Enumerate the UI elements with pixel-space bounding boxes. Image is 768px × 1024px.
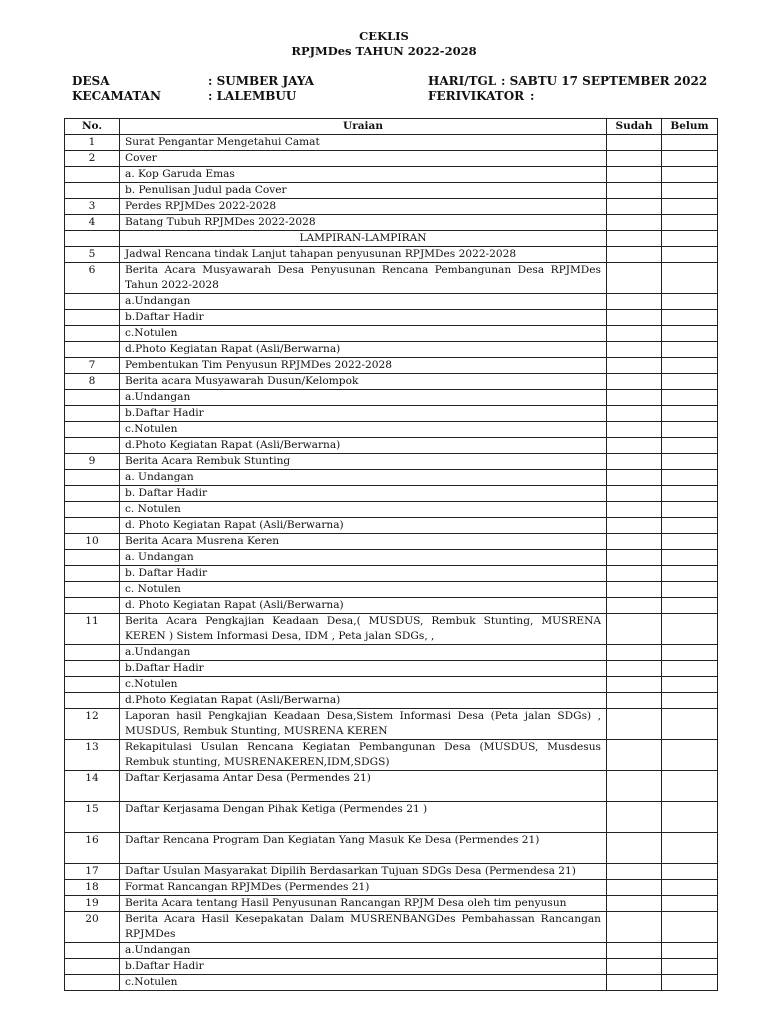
- belum-checkbox-cell[interactable]: [662, 390, 718, 406]
- table-row: [65, 263, 718, 294]
- belum-checkbox-cell[interactable]: [662, 943, 718, 959]
- belum-checkbox-cell[interactable]: [662, 406, 718, 422]
- sudah-checkbox-cell[interactable]: [607, 183, 662, 199]
- row-uraian: a.Undangan: [120, 294, 607, 310]
- table-row: [65, 199, 718, 215]
- document-subtitle: RPJMDes TAHUN 2022-2028: [291, 44, 477, 58]
- table-row: [65, 740, 718, 771]
- column-header-sudah: Sudah: [607, 119, 662, 135]
- belum-checkbox-cell[interactable]: [662, 614, 718, 645]
- table-row: [65, 438, 718, 454]
- belum-checkbox-cell[interactable]: [662, 342, 718, 358]
- belum-checkbox-cell[interactable]: [662, 310, 718, 326]
- sudah-checkbox-cell[interactable]: [607, 566, 662, 582]
- belum-checkbox-cell[interactable]: [662, 326, 718, 342]
- sudah-checkbox-cell[interactable]: [607, 374, 662, 390]
- verifikator-label: FERIVIKATOR: [428, 89, 525, 103]
- table-row: [65, 310, 718, 326]
- row-number: 18: [65, 880, 120, 896]
- row-uraian: Daftar Rencana Program Dan Kegiatan Yang Masuk Ke Desa (Permendes 21): [120, 833, 607, 864]
- belum-checkbox-cell[interactable]: [662, 896, 718, 912]
- table-row: [65, 896, 718, 912]
- column-header-belum: Belum: [662, 119, 718, 135]
- table-row: [65, 534, 718, 550]
- belum-checkbox-cell[interactable]: [662, 263, 718, 294]
- sudah-checkbox-cell[interactable]: [607, 263, 662, 294]
- checklist-table: [64, 118, 718, 991]
- row-uraian: Berita acara Musyawarah Dusun/Kelompok: [120, 374, 607, 390]
- sudah-checkbox-cell[interactable]: [607, 912, 662, 943]
- sudah-checkbox-cell[interactable]: [607, 470, 662, 486]
- sudah-checkbox-cell[interactable]: [607, 438, 662, 454]
- row-uraian: a.Undangan: [120, 645, 607, 661]
- row-number: [65, 167, 120, 183]
- row-uraian: Jadwal Rencana tindak Lanjut tahapan penyusunan RPJMDes 2022-2028: [120, 247, 607, 263]
- table-row: [65, 645, 718, 661]
- sudah-checkbox-cell[interactable]: [607, 422, 662, 438]
- row-uraian: a.Undangan: [120, 943, 607, 959]
- row-number: [65, 975, 120, 991]
- belum-checkbox-cell[interactable]: [662, 661, 718, 677]
- kecamatan-value: : LALEMBUU: [208, 89, 297, 103]
- belum-checkbox-cell[interactable]: [662, 151, 718, 167]
- table-row: [65, 502, 718, 518]
- belum-checkbox-cell[interactable]: [662, 959, 718, 975]
- row-number: 12: [65, 709, 120, 740]
- table-row: [65, 677, 718, 693]
- belum-checkbox-cell[interactable]: [662, 645, 718, 661]
- row-uraian: Batang Tubuh RPJMDes 2022-2028: [120, 215, 607, 231]
- desa-label: DESA: [72, 74, 110, 88]
- table-row: [65, 390, 718, 406]
- row-uraian: d.Photo Kegiatan Rapat (Asli/Berwarna): [120, 693, 607, 709]
- row-uraian: c. Notulen: [120, 582, 607, 598]
- table-row: [65, 582, 718, 598]
- belum-checkbox-cell[interactable]: [662, 199, 718, 215]
- belum-checkbox-cell[interactable]: [662, 709, 718, 740]
- row-number: 4: [65, 215, 120, 231]
- sudah-checkbox-cell[interactable]: [607, 550, 662, 566]
- table-header-row: [65, 119, 718, 135]
- row-uraian: Surat Pengantar Mengetahui Camat: [120, 135, 607, 151]
- sudah-checkbox-cell[interactable]: [607, 215, 662, 231]
- row-number: 3: [65, 199, 120, 215]
- row-uraian: Daftar Kerjasama Antar Desa (Permendes 21): [120, 771, 607, 802]
- sudah-checkbox-cell[interactable]: [607, 454, 662, 470]
- table-row: [65, 358, 718, 374]
- row-number: [65, 183, 120, 199]
- belum-checkbox-cell[interactable]: [662, 771, 718, 802]
- table-row: [65, 151, 718, 167]
- belum-checkbox-cell[interactable]: [662, 802, 718, 833]
- row-number: [65, 518, 120, 534]
- table-row: [65, 215, 718, 231]
- row-number: [65, 645, 120, 661]
- checklist-body: [65, 135, 718, 991]
- row-uraian: c. Notulen: [120, 502, 607, 518]
- belum-checkbox-cell[interactable]: [662, 550, 718, 566]
- table-row: [65, 566, 718, 582]
- row-uraian: Berita Acara Hasil Kesepakatan Dalam MUSRENBANGDes Pembahassan Rancangan RPJMDes: [120, 912, 607, 943]
- table-row: [65, 486, 718, 502]
- row-number: 7: [65, 358, 120, 374]
- table-row: [65, 294, 718, 310]
- sudah-checkbox-cell[interactable]: [607, 833, 662, 864]
- verifikator-value: :: [530, 89, 535, 103]
- row-uraian: Berita Acara Musrena Keren: [120, 534, 607, 550]
- belum-checkbox-cell[interactable]: [662, 598, 718, 614]
- sudah-checkbox-cell[interactable]: [607, 151, 662, 167]
- row-uraian: a. Undangan: [120, 550, 607, 566]
- hari-label: HARI/TGL: [428, 74, 497, 88]
- row-uraian: c.Notulen: [120, 422, 607, 438]
- row-number: 6: [65, 263, 120, 294]
- row-number: [65, 422, 120, 438]
- sudah-checkbox-cell[interactable]: [607, 167, 662, 183]
- table-row: [65, 422, 718, 438]
- sudah-checkbox-cell[interactable]: [607, 326, 662, 342]
- belum-checkbox-cell[interactable]: [662, 833, 718, 864]
- sudah-checkbox-cell[interactable]: [607, 677, 662, 693]
- row-uraian: a.Undangan: [120, 390, 607, 406]
- sudah-checkbox-cell[interactable]: [607, 740, 662, 771]
- table-row: [65, 693, 718, 709]
- belum-checkbox-cell[interactable]: [662, 294, 718, 310]
- table-row: [65, 598, 718, 614]
- table-row: [65, 167, 718, 183]
- row-uraian: Perdes RPJMDes 2022-2028: [120, 199, 607, 215]
- belum-checkbox-cell[interactable]: [662, 470, 718, 486]
- sudah-checkbox-cell[interactable]: [607, 342, 662, 358]
- belum-checkbox-cell[interactable]: [662, 912, 718, 943]
- belum-checkbox-cell[interactable]: [662, 677, 718, 693]
- row-number: [65, 550, 120, 566]
- table-row: [65, 231, 718, 247]
- row-uraian: Berita Acara Musyawarah Desa Penyusunan Rencana Pembangunan Desa RPJMDes Tahun 2022-2028: [120, 263, 607, 294]
- sudah-checkbox-cell[interactable]: [607, 390, 662, 406]
- belum-checkbox-cell[interactable]: [662, 374, 718, 390]
- table-row: [65, 374, 718, 390]
- belum-checkbox-cell[interactable]: [662, 422, 718, 438]
- row-number: 19: [65, 896, 120, 912]
- row-number: [65, 390, 120, 406]
- row-number: [65, 959, 120, 975]
- row-uraian: b.Daftar Hadir: [120, 406, 607, 422]
- hari-value: : SABTU 17 SEPTEMBER 2022: [501, 74, 708, 88]
- table-row: [65, 943, 718, 959]
- table-row: [65, 135, 718, 151]
- row-uraian: Rekapitulasi Usulan Rencana Kegiatan Pembangunan Desa (MUSDUS, Musdesus Rembuk stunting, MUSRENAKEREN,IDM,SDGS): [120, 740, 607, 771]
- row-number: [65, 661, 120, 677]
- table-row: [65, 975, 718, 991]
- desa-value: : SUMBER JAYA: [208, 74, 314, 88]
- row-uraian: Berita Acara Rembuk Stunting: [120, 454, 607, 470]
- row-number: [65, 342, 120, 358]
- row-number: [65, 566, 120, 582]
- row-uraian: Cover: [120, 151, 607, 167]
- row-uraian: b.Daftar Hadir: [120, 959, 607, 975]
- sudah-checkbox-cell[interactable]: [607, 661, 662, 677]
- belum-checkbox-cell[interactable]: [662, 438, 718, 454]
- sudah-checkbox-cell[interactable]: [607, 358, 662, 374]
- table-row: [65, 406, 718, 422]
- table-row: [65, 802, 718, 833]
- belum-checkbox-cell[interactable]: [662, 358, 718, 374]
- row-uraian: Format Rancangan RPJMDes (Permendes 21): [120, 880, 607, 896]
- table-row: [65, 518, 718, 534]
- table-row: [65, 880, 718, 896]
- belum-checkbox-cell[interactable]: [662, 880, 718, 896]
- row-uraian: b.Daftar Hadir: [120, 661, 607, 677]
- table-row: [65, 771, 718, 802]
- belum-checkbox-cell[interactable]: [662, 518, 718, 534]
- row-uraian: a. Undangan: [120, 470, 607, 486]
- row-number: 1: [65, 135, 120, 151]
- row-uraian: LAMPIRAN-LAMPIRAN: [120, 231, 607, 247]
- sudah-checkbox-cell[interactable]: [607, 614, 662, 645]
- table-row: [65, 454, 718, 470]
- table-row: [65, 470, 718, 486]
- sudah-checkbox-cell[interactable]: [607, 943, 662, 959]
- row-number: [65, 677, 120, 693]
- row-uraian: a. Kop Garuda Emas: [120, 167, 607, 183]
- belum-checkbox-cell[interactable]: [662, 534, 718, 550]
- row-uraian: Berita Acara Pengkajian Keadaan Desa,( MUSDUS, Rembuk Stunting, MUSRENA KEREN ) Sistem Informasi Desa, IDM , Peta jalan SDGs, ,: [120, 614, 607, 645]
- row-number: [65, 310, 120, 326]
- belum-checkbox-cell[interactable]: [662, 486, 718, 502]
- table-row: [65, 342, 718, 358]
- belum-checkbox-cell[interactable]: [662, 183, 718, 199]
- sudah-checkbox-cell[interactable]: [607, 598, 662, 614]
- row-uraian: d.Photo Kegiatan Rapat (Asli/Berwarna): [120, 438, 607, 454]
- sudah-checkbox-cell[interactable]: [607, 959, 662, 975]
- table-row: [65, 326, 718, 342]
- belum-checkbox-cell[interactable]: [662, 566, 718, 582]
- sudah-checkbox-cell[interactable]: [607, 802, 662, 833]
- row-number: [65, 582, 120, 598]
- row-number: [65, 943, 120, 959]
- row-number: 11: [65, 614, 120, 645]
- sudah-checkbox-cell[interactable]: [607, 247, 662, 263]
- sudah-checkbox-cell[interactable]: [607, 294, 662, 310]
- row-number: 14: [65, 771, 120, 802]
- belum-checkbox-cell[interactable]: [662, 740, 718, 771]
- table-row: [65, 183, 718, 199]
- sudah-checkbox-cell[interactable]: [607, 771, 662, 802]
- row-number: [65, 231, 120, 247]
- kecamatan-label: KECAMATAN: [72, 89, 161, 103]
- row-number: 15: [65, 802, 120, 833]
- belum-checkbox-cell[interactable]: [662, 135, 718, 151]
- row-uraian: d.Photo Kegiatan Rapat (Asli/Berwarna): [120, 342, 607, 358]
- belum-checkbox-cell[interactable]: [662, 454, 718, 470]
- sudah-checkbox-cell[interactable]: [607, 199, 662, 215]
- sudah-checkbox-cell[interactable]: [607, 896, 662, 912]
- table-row: [65, 247, 718, 263]
- row-uraian: d. Photo Kegiatan Rapat (Asli/Berwarna): [120, 518, 607, 534]
- row-uraian: c.Notulen: [120, 677, 607, 693]
- sudah-checkbox-cell[interactable]: [607, 135, 662, 151]
- row-uraian: b. Penulisan Judul pada Cover: [120, 183, 607, 199]
- sudah-checkbox-cell[interactable]: [607, 231, 662, 247]
- sudah-checkbox-cell[interactable]: [607, 864, 662, 880]
- table-row: [65, 833, 718, 864]
- row-uraian: b. Daftar Hadir: [120, 486, 607, 502]
- belum-checkbox-cell[interactable]: [662, 502, 718, 518]
- sudah-checkbox-cell[interactable]: [607, 709, 662, 740]
- sudah-checkbox-cell[interactable]: [607, 582, 662, 598]
- row-number: 20: [65, 912, 120, 943]
- sudah-checkbox-cell[interactable]: [607, 975, 662, 991]
- table-row: [65, 614, 718, 645]
- sudah-checkbox-cell[interactable]: [607, 310, 662, 326]
- row-uraian: Pembentukan Tim Penyusun RPJMDes 2022-2028: [120, 358, 607, 374]
- row-number: [65, 294, 120, 310]
- row-uraian: b.Daftar Hadir: [120, 310, 607, 326]
- belum-checkbox-cell[interactable]: [662, 582, 718, 598]
- table-row: [65, 912, 718, 943]
- sudah-checkbox-cell[interactable]: [607, 645, 662, 661]
- belum-checkbox-cell[interactable]: [662, 864, 718, 880]
- row-number: [65, 693, 120, 709]
- row-uraian: Daftar Kerjasama Dengan Pihak Ketiga (Permendes 21 ): [120, 802, 607, 833]
- belum-checkbox-cell[interactable]: [662, 693, 718, 709]
- row-uraian: b. Daftar Hadir: [120, 566, 607, 582]
- sudah-checkbox-cell[interactable]: [607, 693, 662, 709]
- sudah-checkbox-cell[interactable]: [607, 880, 662, 896]
- row-number: 9: [65, 454, 120, 470]
- row-uraian: Daftar Usulan Masyarakat Dipilih Berdasarkan Tujuan SDGs Desa (Permendesa 21): [120, 864, 607, 880]
- sudah-checkbox-cell[interactable]: [607, 518, 662, 534]
- belum-checkbox-cell[interactable]: [662, 215, 718, 231]
- table-row: [65, 864, 718, 880]
- column-header-uraian: Uraian: [120, 119, 607, 135]
- row-number: 2: [65, 151, 120, 167]
- row-number: [65, 598, 120, 614]
- belum-checkbox-cell[interactable]: [662, 247, 718, 263]
- document-title: CEKLIS: [359, 29, 409, 43]
- row-number: [65, 406, 120, 422]
- sudah-checkbox-cell[interactable]: [607, 486, 662, 502]
- row-uraian: c.Notulen: [120, 326, 607, 342]
- row-uraian: Berita Acara tentang Hasil Penyusunan Rancangan RPJM Desa oleh tim penyusun: [120, 896, 607, 912]
- row-number: [65, 470, 120, 486]
- row-uraian: d. Photo Kegiatan Rapat (Asli/Berwarna): [120, 598, 607, 614]
- row-uraian: c.Notulen: [120, 975, 607, 991]
- row-number: [65, 326, 120, 342]
- row-number: [65, 438, 120, 454]
- sudah-checkbox-cell[interactable]: [607, 406, 662, 422]
- row-number: [65, 486, 120, 502]
- column-header-no: No.: [65, 119, 120, 135]
- row-number: 13: [65, 740, 120, 771]
- row-number: 10: [65, 534, 120, 550]
- row-number: 17: [65, 864, 120, 880]
- belum-checkbox-cell[interactable]: [662, 975, 718, 991]
- belum-checkbox-cell[interactable]: [662, 167, 718, 183]
- row-number: 8: [65, 374, 120, 390]
- row-uraian: Laporan hasil Pengkajian Keadaan Desa,Sistem Informasi Desa (Peta jalan SDGs) , MUSDUS, Rembuk Stunting, MUSRENA KEREN: [120, 709, 607, 740]
- table-row: [65, 661, 718, 677]
- sudah-checkbox-cell[interactable]: [607, 502, 662, 518]
- table-row: [65, 959, 718, 975]
- table-row: [65, 550, 718, 566]
- belum-checkbox-cell[interactable]: [662, 231, 718, 247]
- row-number: [65, 502, 120, 518]
- row-number: 5: [65, 247, 120, 263]
- table-row: [65, 709, 718, 740]
- row-number: 16: [65, 833, 120, 864]
- sudah-checkbox-cell[interactable]: [607, 534, 662, 550]
